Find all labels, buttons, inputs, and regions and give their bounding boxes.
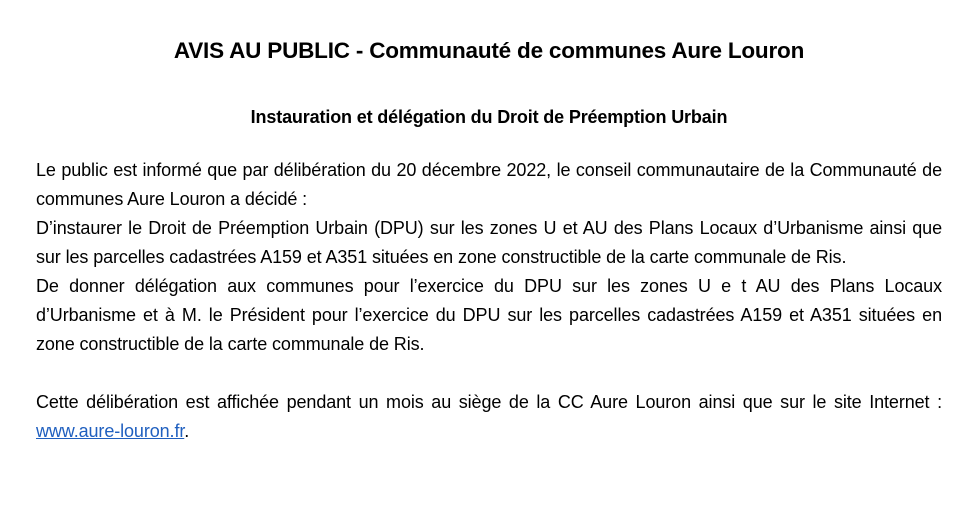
closing-paragraph: [36, 388, 942, 446]
notice-title: AVIS AU PUBLIC - Communauté de communes Aure Louron: [173, 38, 805, 63]
paragraph-spacer: [36, 359, 942, 388]
intro-paragraph: Le public est informé que par délibération du 20 décembre 2022, le conseil communautaire de la Communauté de communes Aure Louron a décidé :: [36, 160, 942, 209]
closing-period: .: [184, 421, 190, 441]
closing-text: Cette délibération est affichée pendant un mois au siège de la CC Aure Louron ainsi que sur le site Internet :: [36, 392, 942, 412]
notice-subtitle: Instauration et délégation du Droit de Préemption Urbain: [250, 107, 728, 127]
decision-paragraph-2: De donner délégation aux communes pour l’exercice du DPU sur les zones U e t AU des Plans Locaux d’Urbanisme et à M. le Président pour l’exercice du DPU sur les parcelles cadastrées A159 et A351 situées en zone constructible de la carte communale de Ris.: [36, 276, 942, 354]
decision-paragraph-1: D’instaurer le Droit de Préemption Urbain (DPU) sur les zones U et AU des Plans Locaux d’Urbanisme ainsi que sur les parcelles cadastrées A159 et A351 situées en zone constructible de la carte communale de Ris.: [36, 218, 942, 267]
notice-body: [36, 156, 942, 446]
website-link[interactable]: www.aure-louron.fr: [36, 421, 185, 441]
